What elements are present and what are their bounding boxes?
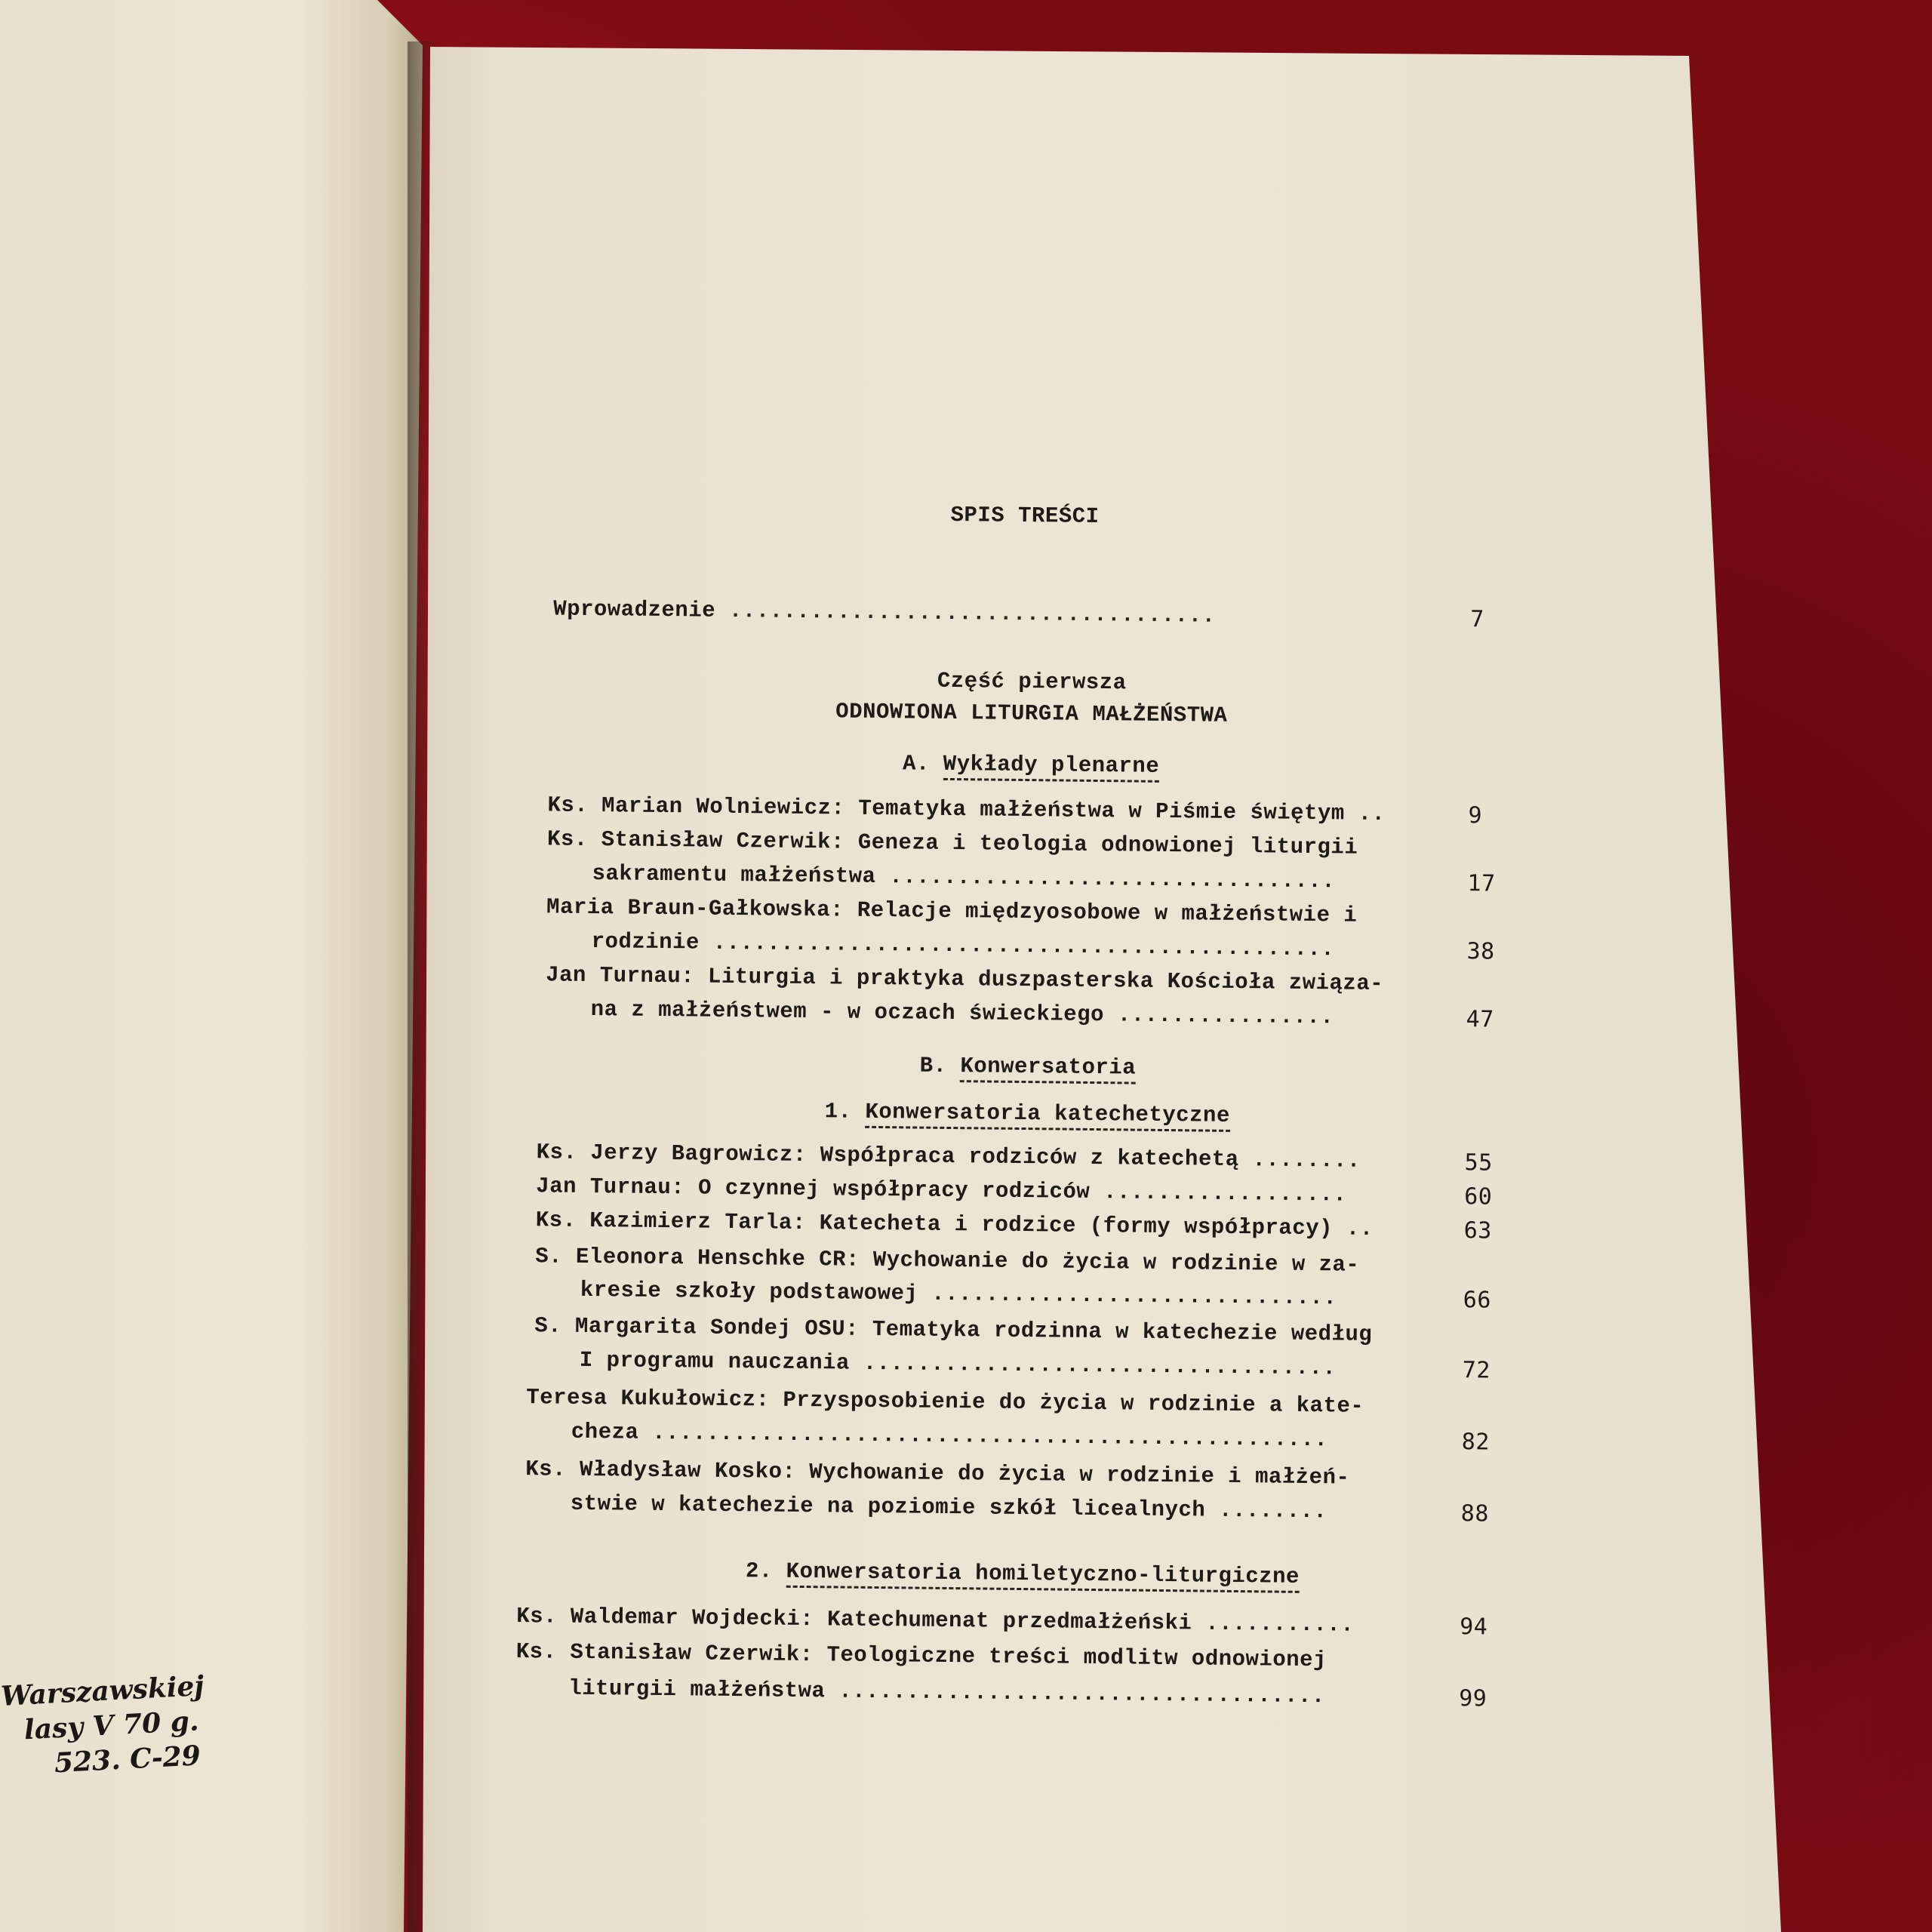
toc-entry-continuation: I programu nauczania ...................................: [579, 1347, 1337, 1381]
page-number: 60: [1463, 1183, 1493, 1211]
page-number: 55: [1464, 1149, 1493, 1177]
entry-dots: ....................................: [715, 598, 1216, 629]
page-number: 38: [1466, 938, 1495, 965]
subsection-heading-1: 1. Konwersatoria katechetyczne: [499, 1096, 1555, 1132]
toc-entry: Jan Turnau: O czynnej współpracy rodziców ..................: [536, 1174, 1347, 1208]
printer-imprint: [0, 1669, 205, 1783]
toc-entry: S. Eleonora Henschke CR: Wychowanie do życia w rodzinie w za-: [535, 1244, 1360, 1278]
part-label: Część pierwsza: [937, 668, 1127, 696]
page-number: 82: [1461, 1429, 1491, 1456]
toc-entry: Maria Braun-Gałkowska: Relacje międzyosobowe w małżeństwie i: [546, 894, 1358, 928]
toc-entry: Ks. Jerzy Bagrowicz: Współpraca rodziców z katechetą ........: [536, 1140, 1361, 1174]
toc-entry-continuation: na z małżeństwem - w oczach świeckiego ................: [590, 997, 1334, 1030]
page-number: 99: [1459, 1685, 1487, 1712]
toc-entry: S. Margarita Sondej OSU: Tematyka rodzinna w katechezie według: [534, 1313, 1373, 1347]
page-number: 9: [1468, 802, 1483, 829]
toc-entry-continuation: sakramentu małżeństwa .................................: [592, 861, 1336, 894]
toc-entry: Ks. Władysław Kosko: Wychowanie do życia w rodzinie i małżeń-: [525, 1457, 1350, 1491]
left-page: [0, 0, 423, 1932]
toc-entry-continuation: cheza ..................................................: [571, 1419, 1328, 1453]
page-number: 72: [1462, 1357, 1491, 1384]
toc-entry-continuation: rodzinie ..............................................: [591, 929, 1335, 962]
toc-entry: Ks. Stanisław Czerwik: Geneza i teologia odnowionej liturgii: [546, 826, 1358, 860]
imprint-line: 523. C-29: [53, 1740, 202, 1780]
page-number: 63: [1463, 1217, 1493, 1244]
toc-entry: Teresa Kukułowicz: Przysposobienie do życia w rodzinie a kate-: [526, 1385, 1364, 1419]
toc-title: SPIS TREŚCI: [950, 502, 1100, 530]
imprint-line: lasy V 70 g.: [23, 1705, 200, 1746]
toc-entry: Ks. Marian Wolniewicz: Tematyka małżeństwa w Piśmie świętym ..: [547, 792, 1386, 827]
page-number: 47: [1466, 1006, 1494, 1033]
toc-entry: Ks. Kazimierz Tarla: Katecheta i rodzice (formy współpracy) ..: [535, 1208, 1374, 1241]
toc-entry-continuation: stwie w katechezie na poziomie szkół licealnych ........: [570, 1491, 1327, 1524]
toc-entry: Jan Turnau: Liturgia i praktyka duszpasterska Kościoła związa-: [546, 962, 1384, 997]
section-heading-a: A. Wykłady plenarne: [503, 747, 1559, 783]
imprint-line: Warszawskiej: [0, 1669, 205, 1712]
toc-entry-continuation: liturgii małżeństwa ....................................: [568, 1675, 1325, 1709]
page-number: 17: [1467, 870, 1496, 897]
page-number: 88: [1460, 1500, 1490, 1527]
page-number: 94: [1460, 1614, 1488, 1641]
toc-entry-continuation: kresie szkoły podstawowej ..............................: [580, 1277, 1337, 1311]
section-heading-b: B. Konwersatoria: [500, 1049, 1556, 1085]
toc-entry: Ks. Waldemar Wojdecki: Katechumenat przedmałżeński ...........: [516, 1604, 1355, 1638]
subsection-heading-2: 2. Konwersatoria homiletyczno-liturgiczne: [494, 1556, 1551, 1592]
page-number: 7: [1469, 606, 1484, 633]
page-number: 66: [1463, 1287, 1492, 1314]
part-title: ODNOWIONA LITURGIA MAŁŻEŃSTWA: [835, 699, 1228, 728]
entry-title: Wprowadzenie: [553, 596, 716, 623]
toc-entry: Ks. Stanisław Czerwik: Teologiczne treści modlitw odnowionej: [515, 1639, 1327, 1673]
